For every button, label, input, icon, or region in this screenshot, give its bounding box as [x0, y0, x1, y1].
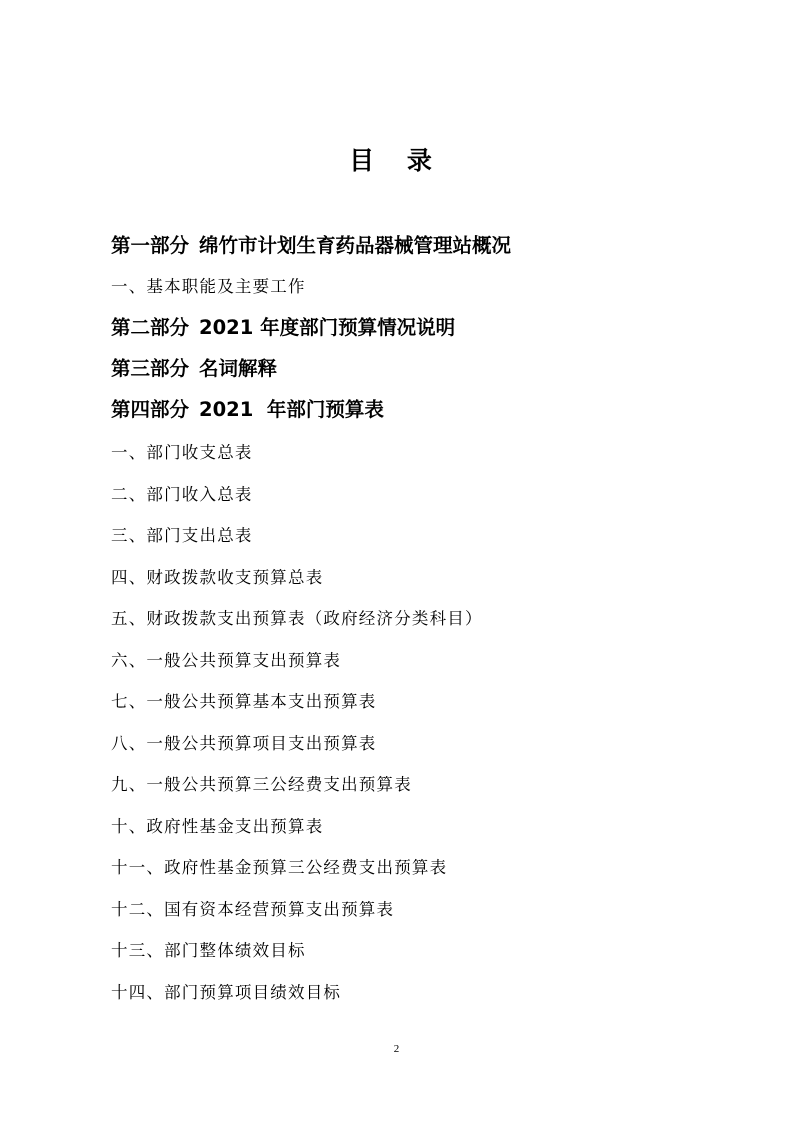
toc-part-4-label: 第四部分 [111, 398, 190, 421]
toc-item: 十、政府性基金支出预算表 [111, 817, 324, 836]
toc-item: 三、部门支出总表 [111, 526, 253, 545]
toc-part-3 [111, 357, 277, 381]
toc-item: 一、部门收支总表 [111, 443, 253, 462]
toc-part-3-label: 第三部分 [111, 357, 190, 380]
toc-part-4 [111, 398, 384, 422]
toc-item: 十三、部门整体绩效目标 [111, 941, 306, 960]
page-title: 目 录 [349, 146, 444, 175]
toc-item: 四、财政拨款收支预算总表 [111, 568, 324, 587]
toc-part-1-text: 绵竹市计划生育药品器械管理站概况 [199, 234, 512, 257]
toc-item: 八、一般公共预算项目支出预算表 [111, 734, 377, 753]
toc-part-2-text: 2021 年度部门预算情况说明 [199, 316, 456, 339]
toc-item: 十二、国有资本经营预算支出预算表 [111, 900, 395, 919]
toc-part-4-text: 2021 年部门预算表 [199, 398, 384, 421]
toc-item: 十一、政府性基金预算三公经费支出预算表 [111, 858, 448, 877]
page-number: 2 [393, 1043, 400, 1055]
toc-item: 五、财政拨款支出预算表（政府经济分类科目） [111, 609, 483, 628]
toc-part-3-text: 名词解释 [199, 357, 278, 380]
toc-item: 一、基本职能及主要工作 [111, 277, 306, 296]
toc-part-2 [111, 316, 455, 340]
toc-part-1 [111, 234, 511, 258]
toc-item: 九、一般公共预算三公经费支出预算表 [111, 775, 412, 794]
toc-part-2-label: 第二部分 [111, 316, 190, 339]
toc-item: 七、一般公共预算基本支出预算表 [111, 692, 377, 711]
toc-item: 六、一般公共预算支出预算表 [111, 651, 342, 670]
toc-item: 二、部门收入总表 [111, 485, 253, 504]
toc-item: 十四、部门预算项目绩效目标 [111, 983, 342, 1002]
toc-part-1-label: 第一部分 [111, 234, 190, 257]
